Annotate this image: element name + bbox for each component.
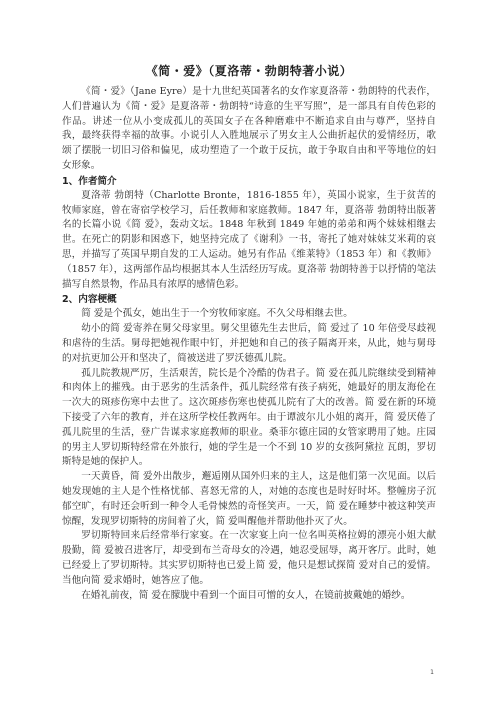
intro-paragraph: 《简・爱》（Jane Eyre）是十九世纪英国著名的女作家夏洛蒂・勃朗特的代表作，人们普遍认为《简・爱》是夏洛蒂・勃朗特“诗意的生平写照”，是一部具有自传色彩的作品。讲述一位从小变成孤儿的英国女子在各种磨难中不断追求自由与尊严，坚持自我，最终获得幸福的故事。小说引人入胜地展示了男女主人公曲折起伏的爱情经历，歌颂了摆脱一切旧习俗和偏见，成功塑造了一个敢于反抗，敢于争取自由和平等地位的妇女形象。 — [62, 86, 436, 171]
section-heading-summary: 2、内容梗概 — [62, 294, 117, 306]
document-page — [62, 62, 436, 603]
summary-paragraph: 罗切斯特回来后经常举行家宴。在一次家宴上向一位名叫英格拉姆的漂亮小姐大献殷勤，简 爱被召进客厅，却受到布兰奇母女的冷遇，她忍受屈辱，离开客厅。此时，她已经爱上了罗切斯特。其实罗切斯特也已爱上简 爱，他只是想试探简 爱对自己的爱情。当他向简 爱求婚时，她答应了他。 — [62, 530, 436, 586]
section-heading-author: 1、作者简介 — [62, 175, 117, 187]
summary-paragraph: 幼小的简 爱寄养在舅父母家里。舅父里德先生去世后，简 爱过了 10 年倍受尽歧视和虐待的生活。舅母把她视作眼中钉，并把她和自己的孩子隔离开来，从此，她与舅母的对抗更加公开和坚决了，简被送进了罗沃德孤儿院。 — [62, 323, 436, 364]
author-paragraph: 夏洛蒂 勃朗特（Charlotte Bronte，1816-1855 年），英国小说家，生于贫苦的牧师家庭，曾在寄宿学校学习，后任教师和家庭教师。1847 年，夏洛蒂 勃朗特出版著名的长篇小说《简 爱》，轰动文坛。1848 年秋到 1849 年她的弟弟和两个妹妹相继去世。在死亡的阴影和困惑下，她坚持完成了《谢利》一书，寄托了她对妹妹艾米莉的哀思，并描写了英国早期自发的工人运动。她另有作品《维莱特》（1853 年）和《教师》（1857 年），这两部作品均根据其本人生活经历写成。夏洛蒂 勃朗特善于以抒情的笔法描写自然景物，作品具有浓厚的感情色彩。 — [62, 189, 436, 290]
summary-paragraph: 一天黄昏，简 爱外出散步，邂逅刚从国外归来的主人，这是他们第一次见面。以后她发现她的主人是个性格忧郁、喜怒无常的人，对她的态度也是时好时坏。整幢房子沉郁空旷，有时还会听到一种令人毛骨悚然的奇怪笑声。一天，简 爱在睡梦中被这种笑声惊醒，发现罗切斯特的房间着了火，简 爱叫醒他并帮助他扑灭了火。 — [62, 471, 436, 527]
summary-paragraph: 在婚礼前夜，简 爱在朦胧中看到一个面目可憎的女人，在镜前披戴她的婚纱。 — [81, 589, 411, 601]
page-number: 1 — [430, 669, 434, 676]
summary-paragraph: 简 爱是个孤女，她出生于一个穷牧师家庭。不久父母相继去世。 — [81, 308, 353, 320]
document-title: 《简・爱》（夏洛蒂・勃朗特著小说） — [145, 64, 353, 78]
summary-paragraph: 孤儿院教规严厉，生活艰苦，院长是个冷酷的伪君子。简 爱在孤儿院继续受到精神和肉体上的摧残。由于恶劣的生活条件，孤儿院经常有孩子病死，她最好的朋友海伦在一次大的斑疹伤寒中去世了。这次斑疹伤寒也使孤儿院有了大的改善。简 爱在新的环境下接受了六年的教育，并在这所学校任教两年。由于谭波尔儿小姐的离开，简 爱厌倦了孤儿院里的生活，登广告谋求家庭教师的职业。桑菲尔德庄园的女管家聘用了她。庄园的男主人罗切斯特经常在外旅行，她的学生是一个不到 10 岁的女孩阿黛拉 瓦朗，罗切斯特是她的保护人。 — [62, 367, 436, 468]
